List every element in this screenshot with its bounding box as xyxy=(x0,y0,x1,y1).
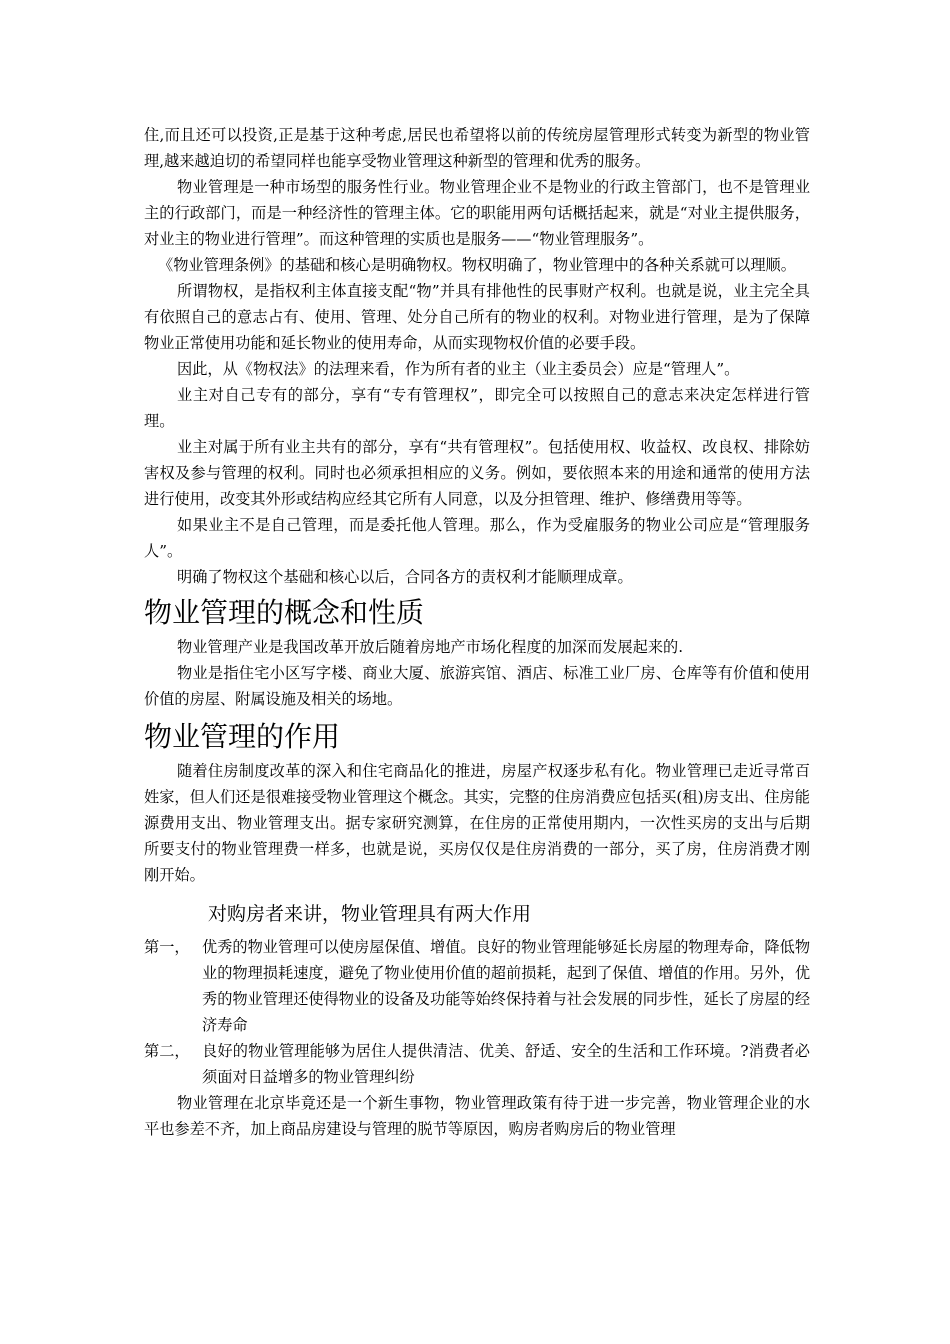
paragraph: 住,而且还可以投资,正是基于这种考虑,居民也希望将以前的传统房屋管理形式转变为新型的物业管理,越来越迫切的希望同样也能享受物业管理这种新型的管理和优秀的服务。 xyxy=(144,126,810,170)
paragraph: 业主对属于所有业主共有的部分，享有“共有管理权”。包括使用权、收益权、改良权、排除妨害权及参与管理的权利。同时也必须承担相应的义务。例如，要依照本来的用途和通常的使用方法进行使用，改变其外形或结构应经其它所有人同意，以及分担管理、维护、修缮费用等等。 xyxy=(144,438,810,508)
paragraph: 因此，从《物权法》的法理来看，作为所有者的业主（业主委员会）应是“管理人”。 xyxy=(177,360,740,378)
list-item-number: 第二， xyxy=(144,1042,190,1060)
list-item-number: 第一， xyxy=(144,938,190,956)
list-item xyxy=(144,934,810,1038)
paragraph: 明确了物权这个基础和核心以后，合同各方的责权利才能顺理成章。 xyxy=(177,568,633,586)
paragraph: 《物业管理条例》的基础和核心是明确物权。物权明确了，物业管理中的各种关系就可以理顺。 xyxy=(158,256,796,274)
subsection-heading: 对购房者来讲，物业管理具有两大作用 xyxy=(208,903,532,925)
paragraph: 所谓物权，是指权利主体直接支配“物”并具有排他性的民事财产权利。也就是说，业主完全具有依照自己的意志占有、使用、管理、处分自己所有的物业的权利。对物业进行管理，是为了保障物业正常使用功能和延长物业的使用寿命，从而实现物权价值的必要手段。 xyxy=(144,282,810,352)
paragraph: 业主对自己专有的部分，享有“专有管理权”，即完全可以按照自己的意志来决定怎样进行管理。 xyxy=(144,386,810,430)
list-item-text: 优秀的物业管理可以使房屋保值、增值。良好的物业管理能够延长房屋的物理寿命，降低物业的物理损耗速度，避免了物业使用价值的超前损耗，起到了保值、增值的作用。另外，优秀的物业管理还使得物业的设备及功能等始终保持着与社会发展的同步性，延长了房屋的经济寿命 xyxy=(202,938,810,1034)
paragraph: 物业管理是一种市场型的服务性行业。物业管理企业不是物业的行政主管部门，也不是管理业主的行政部门，而是一种经济性的管理主体。它的职能用两句话概括起来，就是“对业主提供服务，对业主的物业进行管理”。而这种管理的实质也是服务——“物业管理服务”。 xyxy=(144,178,810,248)
document-page xyxy=(144,122,810,1142)
list-item-text: 良好的物业管理能够为居住人提供清洁、优美、舒适、安全的生活和工作环境。?消费者必须面对日益增多的物业管理纠纷 xyxy=(202,1042,810,1086)
paragraph: 如果业主不是自己管理，而是委托他人管理。那么，作为受雇服务的物业公司应是“管理服务人”。 xyxy=(144,516,810,560)
section-heading: 物业管理的作用 xyxy=(144,720,341,753)
paragraph: 物业管理在北京毕竟还是一个新生事物，物业管理政策有待于进一步完善，物业管理企业的水平也参差不齐，加上商品房建设与管理的脱节等原因，购房者购房后的物业管理 xyxy=(144,1094,810,1138)
paragraph: 随着住房制度改革的深入和住宅商品化的推进，房屋产权逐步私有化。物业管理已走近寻常百姓家，但人们还是很难接受物业管理这个概念。其实，完整的住房消费应包括买(租)房支出、住房能源费用支出、物业管理支出。据专家研究测算，在住房的正常使用期内，一次性买房的支出与后期所要支付的物业管理费一样多，也就是说，买房仅仅是住房消费的一部分，买了房，住房消费才刚刚开始。 xyxy=(144,762,810,884)
list-item xyxy=(144,1038,810,1090)
section-heading: 物业管理的概念和性质 xyxy=(144,596,425,629)
paragraph: 物业是指住宅小区写字楼、商业大厦、旅游宾馆、酒店、标准工业厂房、仓库等有价值和使用价值的房屋、附属设施及相关的场地。 xyxy=(144,664,810,708)
paragraph: 物业管理产业是我国改革开放后随着房地产市场化程度的加深而发展起来的. xyxy=(177,638,684,656)
